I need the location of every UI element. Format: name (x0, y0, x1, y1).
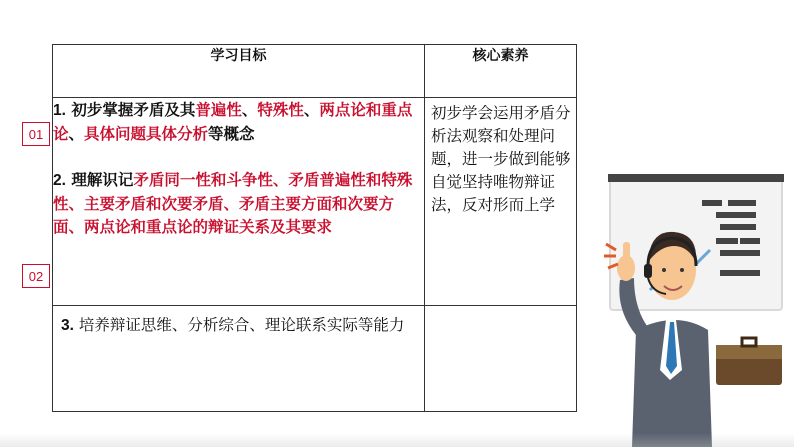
goal-1-sep-3: 、 (68, 124, 85, 143)
presenter-illustration (590, 170, 790, 447)
goal-1-key-concrete-analysis: 具体问题具体分析 (84, 124, 209, 143)
bottom-shadow (0, 433, 794, 447)
goal-1-key-two-points: 两点论和重点论 (53, 100, 413, 143)
goal-2-key-relations: 矛盾同一性和斗争性、矛盾普遍性和特殊性、主要矛盾和次要矛盾、矛盾主要方面和次要方面、两点论和重点论的辩证关系及其要求 (53, 170, 413, 236)
goal-2-text-a: 理解识记 (65, 170, 134, 189)
goals-cell (53, 98, 425, 306)
goal-1-key-universality: 普遍性 (195, 100, 242, 119)
core-cell (425, 98, 577, 306)
goal-1-key-particularity: 特殊性 (257, 100, 304, 119)
goal-1-sep-2: 、 (303, 100, 320, 119)
goal-1 (53, 98, 424, 145)
goal-2-number: 2. (53, 172, 66, 189)
goal-3 (53, 306, 424, 341)
goal-1-number: 1. (53, 102, 66, 119)
empty-cell (425, 306, 577, 412)
goal-2 (53, 168, 424, 238)
header-learning-goals: 学习目标 (53, 45, 425, 98)
goal-3-text: 培养辩证思维、分析综合、理论联系实际等能力 (73, 316, 405, 334)
learning-goals-table (52, 44, 577, 412)
core-literacy-text: 初步学会运用矛盾分析法观察和处理问题，进一步做到能够自觉坚持唯物辩证法，反对形而上学 (431, 104, 571, 214)
goal-3-number: 3. (61, 317, 74, 334)
goal-1-text-b: 等概念 (208, 124, 255, 143)
section-tag-01: 01 (22, 122, 50, 146)
goal-1-sep-1: 、 (241, 100, 258, 119)
goal-3-cell (53, 306, 425, 412)
header-core-literacy: 核心素养 (425, 45, 577, 98)
goal-1-text-a: 初步掌握矛盾及其 (65, 100, 196, 119)
section-tag-02: 02 (22, 264, 50, 288)
